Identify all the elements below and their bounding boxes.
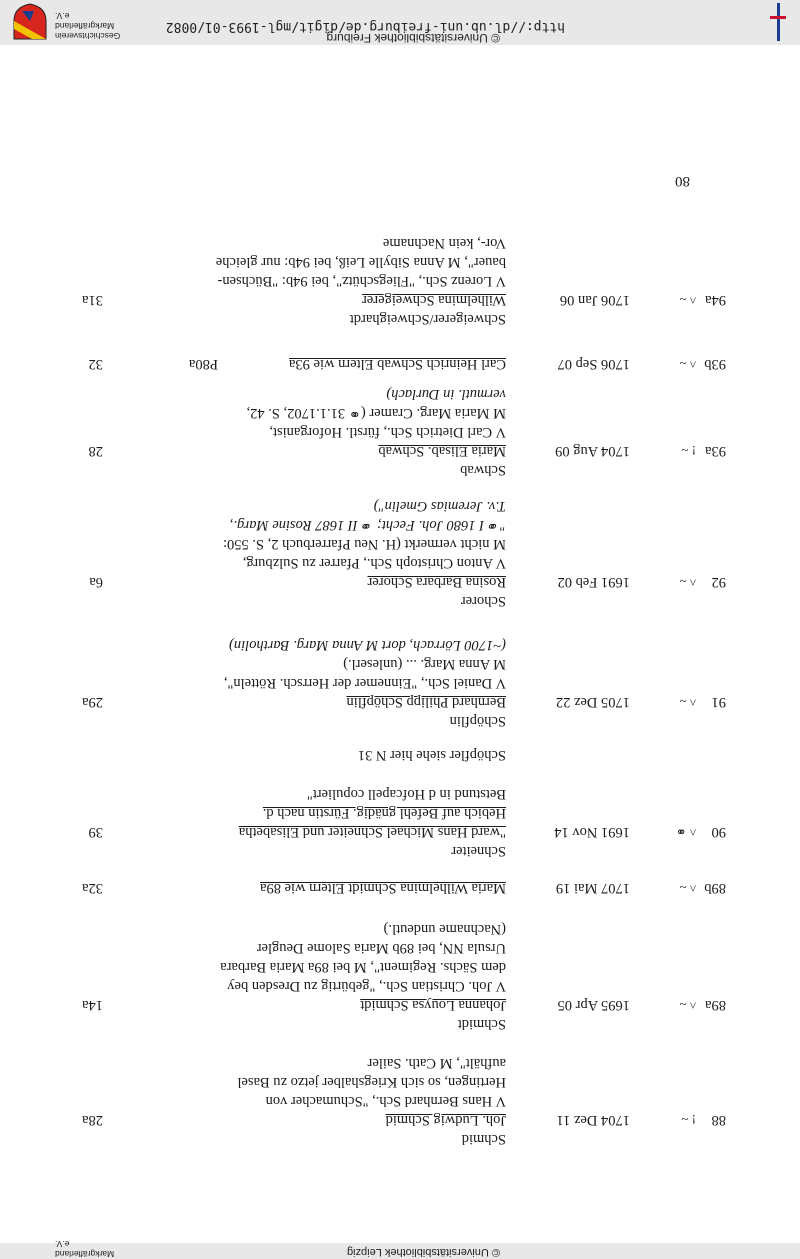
entry-line: Hebich auf Befehl gnädig. Fürstin nach d. [262, 805, 506, 821]
entry-line: Ursula NN, bei 89b Maria Salome Deugler [256, 940, 506, 956]
entry-symbol: ^ ~ [679, 694, 696, 709]
entry-number: 93a [705, 443, 726, 459]
entry-line: "⚭ I 1680 Joh. Fecht; ⚭ II 1687 Rosine Marg., [229, 517, 506, 533]
entry-line: V Anton Christoph Sch., Pfarrer zu Sulzburg, [242, 555, 506, 571]
entry-number: 91 [711, 694, 726, 710]
entry-date: 1705 Dez 22 [555, 694, 630, 710]
entry-number: 94a [705, 292, 726, 308]
entry-symbol: ^ ~ [679, 997, 696, 1012]
entry-date: 1704 Dez 11 [556, 1112, 630, 1128]
entry-line: Schöpfler siehe hier N 31 [357, 747, 506, 763]
entry-line: M nicht vermerkt (H. Neu Pfarrerbuch 2, S. 550: [222, 536, 506, 552]
entry-symbol: ! ~ [681, 1112, 696, 1127]
entry-line: V Carl Dietrich Sch., fürstl. Hoforganist, [269, 424, 506, 440]
entry-reference: 32a [82, 880, 103, 896]
page-number: 80 [675, 173, 690, 189]
entry-number: 89b [704, 880, 726, 896]
entry-extra-ref: P80a [189, 356, 218, 372]
entry-date: 1704 Aug 09 [555, 443, 630, 459]
entry-line: Schöpflin [449, 713, 506, 729]
entry-date: 1691 Feb 02 [557, 574, 630, 590]
entry-number: 88 [711, 1112, 726, 1128]
entry-line: Vor-, kein Nachname [382, 235, 506, 251]
entry-line: Hertingen, so sich Kriegshalber jetzo zu Basel [237, 1074, 506, 1090]
entry-line: T.v. Jeremias Gmelin") [373, 498, 506, 514]
header-society: Markgräflerland e.V. [55, 1239, 115, 1259]
entry-symbol: ^ ⚭ [675, 824, 696, 839]
entry-date: 1695 Apr 05 [557, 997, 630, 1013]
entry-line: Joh. Ludwig Schmid [385, 1112, 506, 1128]
entry-reference: 29a [82, 694, 103, 710]
entry-number: 90 [711, 824, 726, 840]
entry-line: Betstund in d Hofcapell copuliert" [306, 786, 506, 802]
entry-symbol: ! ~ [681, 443, 696, 458]
entry-line: dem Sächs. Regiment", M bei 89a Maria Barbara [220, 959, 506, 975]
entry-line: Schneiter [451, 843, 506, 859]
entry-line: Schmidt [457, 1016, 506, 1032]
entry-reference: 31a [82, 292, 103, 308]
entry-line: V Hans Bernhard Sch., "Schumacher von [265, 1093, 506, 1109]
entry-line: Schmid [461, 1131, 506, 1147]
entry-number: 89a [705, 997, 726, 1013]
entry-line: bauer", M Anna Sibylle Leiß, bei 94b: nur gleiche [215, 254, 506, 270]
entry-symbol: ^ ~ [679, 574, 696, 589]
entry-line: M Maria Marg. Cramer (⚭ 31.1.1702, S. 42, [246, 405, 506, 421]
entry-reference: 28a [82, 1112, 103, 1128]
entry-date: 1706 Jan 06 [559, 292, 630, 308]
entry-date: 1706 Sep 07 [557, 356, 630, 372]
entry-line: (Nachname undeutl.) [383, 921, 506, 937]
entry-line: Carl Heinrich Schwab Eltern wie 93a [288, 356, 506, 372]
entry-line: M Anna Marg. ... (unleserl.) [343, 656, 506, 672]
entry-symbol: ^ ~ [679, 356, 696, 371]
footer-url[interactable]: http://dl.ub.uni-freiburg.de/digit/mgl-1993-01/0082 [165, 19, 565, 34]
entry-line: Maria Elisab. Schwab [378, 443, 506, 459]
entry-date: 1707 Mai 19 [555, 880, 630, 896]
entry-symbol: ^ ~ [679, 880, 696, 895]
coat-of-arms-icon [12, 3, 48, 41]
entry-reference: 14a [82, 997, 103, 1013]
header-rights: © Universitätsbibliothek Leipzig [346, 1246, 500, 1258]
entry-reference: 32 [88, 356, 103, 372]
entry-line: "ward Hans Michael Schneiter und Elisabetha [238, 824, 506, 840]
entry-line: (~1700 Lörrach, dort M Anna Marg. Bartholin) [229, 637, 506, 653]
entry-line: V Joh. Christian Sch., "gebürtig zu Dresden bey [227, 978, 506, 994]
entry-line: Schwab [460, 462, 506, 478]
entry-line: V Lorenz Sch., "Fliegschütz", bei 94b: "Büchsen- [217, 273, 506, 289]
footer-bar [0, 0, 800, 45]
entry-line: V Daniel Sch., "Einnemer der Herrsch. Rötteln", [223, 675, 506, 691]
entry-number: 92 [711, 574, 726, 590]
entry-line: vermutl. in Durlach) [386, 386, 506, 402]
header-bar [0, 1239, 800, 1259]
entry-line: Schweigerer/Schweighardt [349, 311, 506, 327]
entry-reference: 28 [88, 443, 103, 459]
footer-rights: © Universitätsbibliothek Freiburg [326, 31, 500, 45]
entry-reference: 39 [88, 824, 103, 840]
entry-line: Maria Wilhelmina Schmidt Eltern wie 89a [260, 880, 506, 896]
entry-line: Johanna Louysa Schmidt [360, 997, 506, 1013]
entry-number: 93b [704, 356, 726, 372]
entry-reference: 6a [89, 574, 103, 590]
library-logo-icon [770, 3, 786, 41]
footer-society: Geschichtsverein Markgräflerland e.V. [55, 11, 121, 41]
entry-date: 1691 Nov 14 [554, 824, 630, 840]
entry-line: Bernhard Philipp Schöpflin [346, 694, 506, 710]
entry-line: Rosina Barbara Schorer [367, 574, 506, 590]
entry-line: aufhält", M Cath. Sailer [367, 1055, 506, 1071]
entry-line: Schorer [460, 593, 506, 609]
entry-symbol: ^ ~ [679, 292, 696, 307]
entry-line: Wilhelmina Schweigerer [362, 292, 506, 308]
